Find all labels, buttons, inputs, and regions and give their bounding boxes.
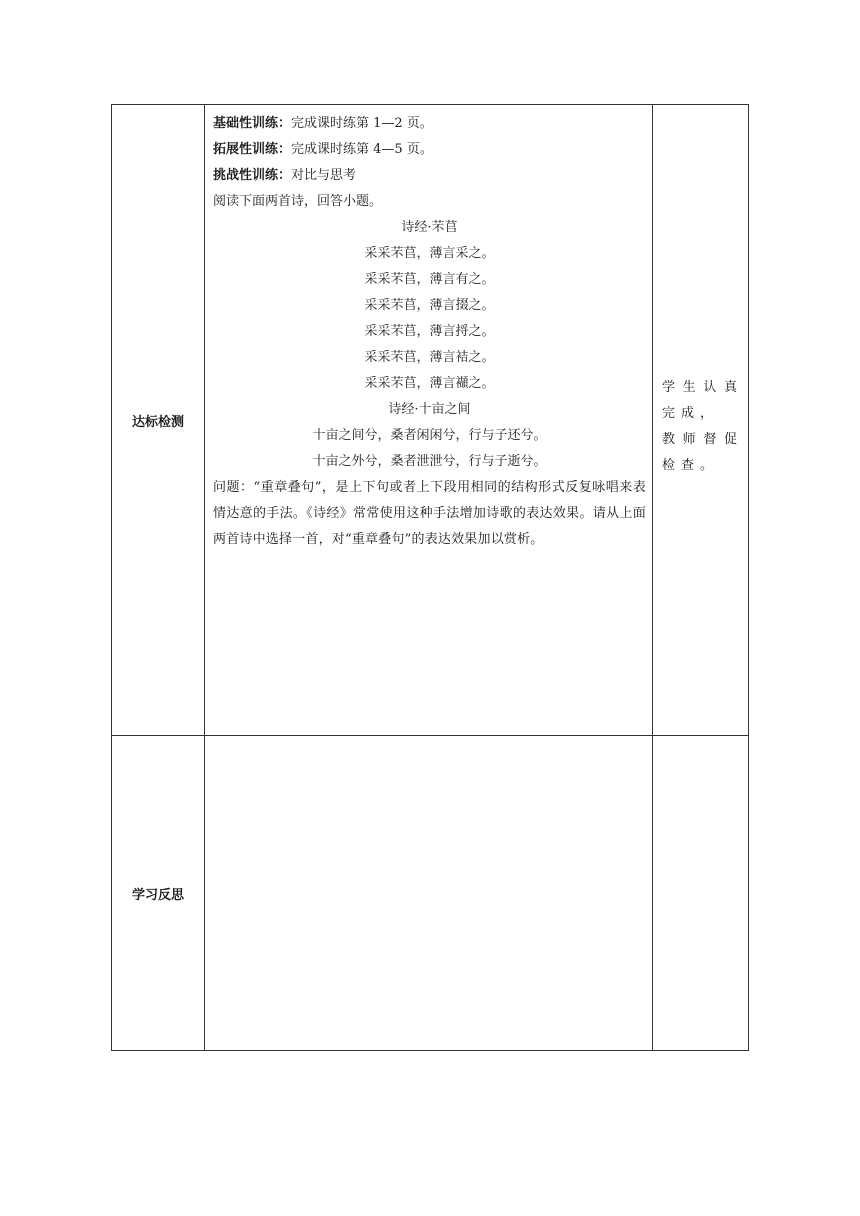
check-note <box>653 105 749 736</box>
poem2-line: 十亩之外兮，桑者泄泄兮，行与子逝兮。 <box>312 454 547 469</box>
task-challenge <box>213 163 646 189</box>
poem1-line: 采采芣苢，薄言掇之。 <box>364 298 495 313</box>
question-text: 问题：“重章叠句”，是上下句或者上下段用相同的结构形式反复咏唱来表情达意的手法。《诗经》常常使用这种手法增加诗歌的表达效果。请从上面两首诗中选择一首，对“重章叠句”的表达效果加以赏析。 <box>213 480 646 547</box>
check-row <box>112 105 749 736</box>
task-extend <box>213 137 646 163</box>
task-title: 挑战性训练： <box>213 168 292 183</box>
poem1-line: 采采芣苢，薄言捋之。 <box>364 324 495 339</box>
poem1-line: 采采芣苢，薄言襭之。 <box>364 376 495 391</box>
instruction: 阅读下面两首诗，回答小题。 <box>213 194 383 209</box>
poem1-line: 采采芣苢，薄言有之。 <box>364 272 495 287</box>
reflection-content <box>205 736 653 1051</box>
poem1-line: 采采芣苢，薄言袺之。 <box>364 350 495 365</box>
task-title: 基础性训练： <box>213 116 292 131</box>
task-text: 完成课时练第 4—5 页。 <box>291 142 433 157</box>
poem1-title: 诗经·芣苢 <box>401 220 458 235</box>
task-title: 拓展性训练： <box>213 142 292 157</box>
reflection-row <box>112 736 749 1051</box>
reflection-note <box>653 736 749 1051</box>
note-line: 教师督促检查。 <box>662 432 743 473</box>
poem2-title: 诗经·十亩之间 <box>388 402 471 417</box>
check-label: 达标检测 <box>112 105 205 736</box>
lesson-table <box>111 104 749 1051</box>
poem2-line: 十亩之间兮，桑者闲闲兮，行与子还兮。 <box>312 428 547 443</box>
task-text: 对比与思考 <box>291 168 357 183</box>
poem1-line: 采采芣苢，薄言采之。 <box>364 246 495 261</box>
note-line: 学生认真完成， <box>662 380 743 421</box>
reflection-label: 学习反思 <box>112 736 205 1051</box>
check-content <box>205 105 653 736</box>
task-basic <box>213 111 646 137</box>
task-text: 完成课时练第 1—2 页。 <box>291 116 433 131</box>
